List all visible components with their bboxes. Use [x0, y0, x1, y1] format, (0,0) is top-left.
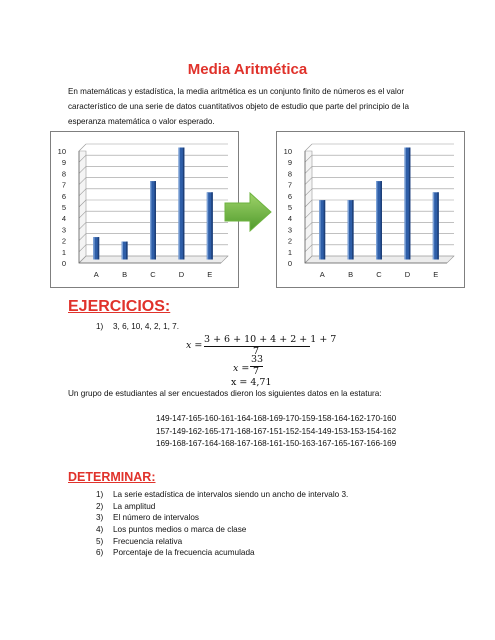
x-tick-label: E — [207, 270, 213, 279]
list-item — [96, 512, 348, 524]
right-arrow-icon — [224, 192, 272, 237]
task-number: 3) — [96, 513, 104, 523]
bar-highlight — [207, 192, 208, 259]
x-tick-label: B — [348, 270, 354, 279]
task-text: La amplitud — [113, 501, 156, 511]
data-line: 169-168-167-164-168-167-168-161-150-163-167-165-167-166-169 — [156, 439, 397, 448]
bar-shade — [183, 148, 185, 260]
formula-denominator: 7 — [253, 346, 260, 357]
x-tick-label: D — [178, 270, 185, 279]
exercise-text: 3, 6, 10, 4, 2, 1, 7. — [113, 322, 179, 331]
bar-highlight — [404, 148, 405, 260]
y-tick-label: 5 — [61, 203, 66, 212]
formula-numerator: 3 + 6 + 10 + 4 + 2 + 1 + 7 — [204, 334, 337, 345]
task-number: 5) — [96, 536, 104, 546]
data-line: 157-149-162-165-171-168-167-151-152-154-149-153-153-154-162 — [156, 427, 397, 436]
bar-highlight — [178, 148, 179, 260]
x-tick-label: A — [319, 270, 325, 279]
list-item — [96, 524, 348, 536]
y-tick-label: 6 — [287, 191, 292, 201]
exercise-item — [96, 322, 179, 331]
bar-shade — [155, 181, 157, 259]
bar-shade — [381, 181, 383, 259]
bar-chart-right — [276, 131, 465, 288]
task-text: Los puntos medios o marca de clase — [113, 525, 247, 535]
x-tick-label: D — [404, 270, 411, 279]
bar-highlight — [433, 192, 434, 259]
y-tick-label: 10 — [57, 147, 66, 156]
y-tick-label: 2 — [61, 236, 66, 246]
y-tick-label: 3 — [287, 225, 292, 235]
y-tick-label: 2 — [287, 236, 292, 246]
bar-shade — [324, 200, 326, 259]
bar-highlight — [319, 200, 320, 259]
task-number: 6) — [96, 548, 104, 558]
ejercicios-heading: EJERCICIOS: — [68, 298, 171, 315]
gridline-diag — [79, 144, 86, 151]
bar-shade — [126, 242, 128, 260]
intro-paragraph: En matemáticas y estadística, la media aritmética es un conjunto finito de números es el valor característico de una serie de datos cuantitativos objeto de estudio que parte del principio de la esperanza matemática o valor esperado. — [68, 87, 410, 126]
y-tick-label: 7 — [61, 180, 66, 190]
y-tick-label: 0 — [287, 259, 292, 268]
task-number: 2) — [96, 501, 104, 511]
bar-chart-right-svg — [277, 132, 466, 289]
list-item — [96, 489, 348, 501]
task-text: La serie estadística de intervalos siendo un ancho de intervalo 3. — [113, 490, 349, 499]
task-number: 1) — [96, 490, 104, 499]
formula-x-label: x = — [186, 340, 203, 351]
gridline-diag — [305, 144, 312, 151]
data-line: 149-147-165-160-161-164-168-169-170-159-158-164-162-170-160 — [156, 414, 397, 423]
task-text: Frecuencia relativa — [113, 536, 183, 546]
y-tick-label: 6 — [61, 191, 66, 201]
bar-highlight — [348, 200, 349, 259]
bar-highlight — [150, 181, 151, 259]
formula-numerator-2: 33 — [251, 354, 264, 365]
y-tick-label: 5 — [287, 203, 292, 212]
x-tick-label: B — [122, 270, 128, 279]
bar-highlight — [376, 181, 377, 259]
bar-highlight — [122, 242, 123, 260]
formula-result: x = 4,71 — [231, 377, 272, 388]
bar-shade — [409, 148, 411, 260]
paragraph-estatura: Un grupo de estudiantes al ser encuestados dieron los siguientes datos en la estatura: — [68, 389, 382, 398]
formula-x-label-2: x = — [233, 363, 250, 374]
task-text: Porcentaje de la frecuencia acumulada — [113, 548, 255, 558]
y-tick-label: 4 — [61, 214, 66, 224]
x-tick-label: A — [93, 270, 99, 279]
y-tick-label: 8 — [287, 169, 292, 179]
y-tick-label: 9 — [61, 158, 66, 168]
formula-denominator-2: 7 — [253, 366, 260, 377]
task-number: 4) — [96, 525, 104, 535]
y-tick-label: 4 — [287, 214, 292, 224]
bar-chart-left-svg — [51, 132, 240, 289]
bar-highlight — [93, 237, 94, 259]
bar-chart-left — [50, 131, 239, 288]
page-title: Media Aritmética — [187, 61, 308, 78]
y-tick-label: 9 — [287, 158, 292, 168]
bar-shade — [352, 200, 354, 259]
y-tick-label: 1 — [61, 247, 66, 257]
list-item — [96, 536, 348, 548]
task-list — [96, 489, 348, 559]
list-item — [96, 501, 348, 513]
task-text: El número de intervalos — [113, 513, 200, 523]
bar-shade — [211, 192, 213, 259]
x-tick-label: C — [376, 270, 382, 279]
y-tick-label: 3 — [61, 225, 66, 235]
bar-shade — [98, 237, 100, 259]
y-tick-label: 1 — [287, 247, 292, 257]
y-tick-label: 7 — [287, 180, 292, 190]
y-tick-label: 0 — [61, 259, 66, 268]
y-tick-label: 10 — [283, 147, 292, 156]
y-tick-label: 8 — [61, 169, 66, 179]
x-tick-label: E — [433, 270, 439, 279]
bar-shade — [437, 192, 439, 259]
exercise-number: 1) — [96, 322, 104, 331]
determinar-heading: DETERMINAR: — [68, 470, 156, 484]
x-tick-label: C — [150, 270, 156, 279]
list-item — [96, 547, 348, 559]
